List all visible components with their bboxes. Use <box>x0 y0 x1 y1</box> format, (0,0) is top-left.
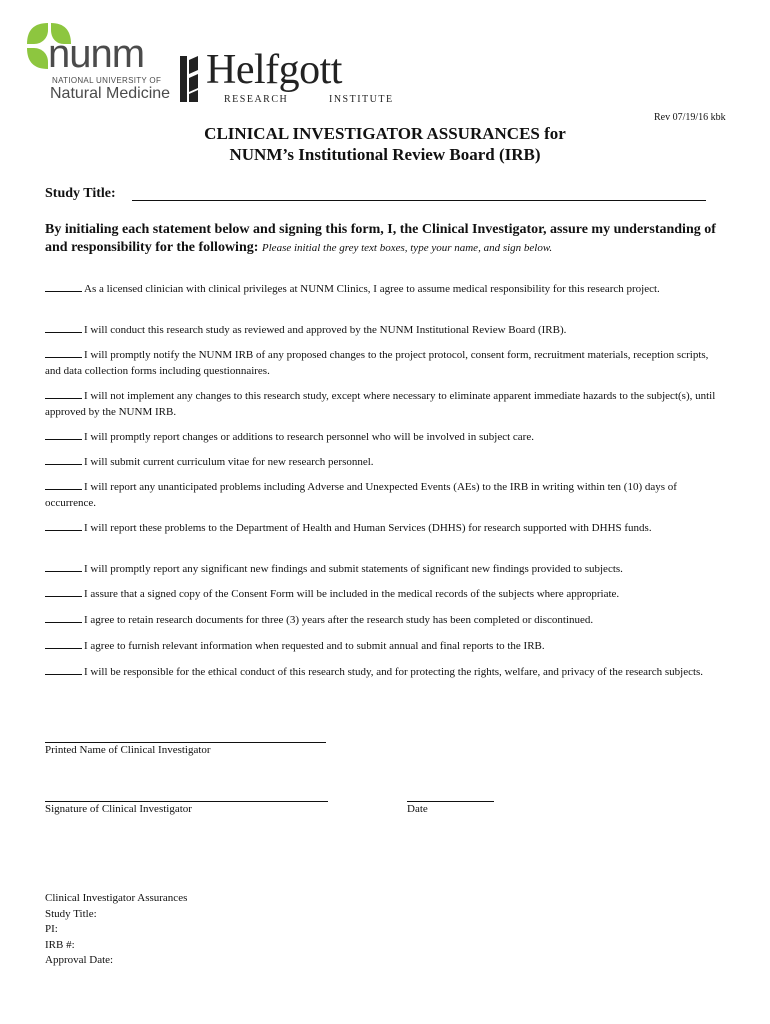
initial-field[interactable] <box>45 586 82 597</box>
revision-note: Rev 07/19/16 kbk <box>654 112 726 123</box>
initial-field[interactable] <box>45 322 82 333</box>
study-title-field[interactable] <box>132 200 706 201</box>
signature-field[interactable] <box>45 801 328 802</box>
initial-field[interactable] <box>45 520 82 531</box>
form-title-line1: CLINICAL INVESTIGATOR ASSURANCES for <box>204 124 566 143</box>
statement-item: I agree to furnish relevant information when requested and to submit annual and final reports to the IRB. <box>45 638 725 655</box>
statement-item: I will submit current curriculum vitae for new research personnel. <box>45 454 725 471</box>
initial-field[interactable] <box>45 479 82 490</box>
nunm-tagline-line1: NATIONAL UNIVERSITY OF <box>52 76 162 85</box>
nunm-tagline-line2: Natural Medicine <box>50 85 171 102</box>
statement-item: I will not implement any changes to this research study, except where necessary to eliminate apparent immediate hazards to the subject(s), until approved by the NUNM IRB. <box>45 390 716 418</box>
printed-name-label: Printed Name of Clinical Investigator <box>45 744 211 756</box>
statement-item: I will be responsible for the ethical conduct of this research study, and for protecting the rights, welfare, and privacy of the research subjects. <box>45 664 725 681</box>
intro-paragraph <box>45 221 725 257</box>
initial-field[interactable] <box>45 612 82 623</box>
footer-line: Study Title: <box>45 907 97 920</box>
initial-field[interactable] <box>45 281 82 292</box>
statement-item: I will promptly notify the NUNM IRB of any proposed changes to the project protocol, consent form, recruitment materials, reception scripts, and data collection forms including questionnaires. <box>45 349 709 377</box>
footer-line: Approval Date: <box>45 954 114 966</box>
initial-field[interactable] <box>45 664 82 675</box>
footer-line: IRB #: <box>45 938 75 951</box>
study-title-label: Study Title: <box>45 186 116 201</box>
statement-item: I will promptly report any significant new findings and submit statements of significant new findings provided to subjects. <box>45 561 725 578</box>
intro-note: Please initial the grey text boxes, type your name, and sign below. <box>261 242 553 254</box>
statement-item: I will conduct this research study as reviewed and approved by the NUNM Institutional Review Board (IRB). <box>45 322 725 339</box>
initial-field[interactable] <box>45 638 82 649</box>
initial-field[interactable] <box>45 429 82 440</box>
footer-line: PI: <box>45 923 58 935</box>
initial-field[interactable] <box>45 347 82 358</box>
helfgott-tagline-institute: INSTITUTE <box>329 94 394 105</box>
nunm-wordmark: nunm <box>48 32 145 76</box>
initial-field[interactable] <box>45 454 82 465</box>
footer-line: Clinical Investigator Assurances <box>45 892 188 904</box>
date-label: Date <box>407 803 428 815</box>
statement-item: I agree to retain research documents for three (3) years after the research study has been completed or discontinued. <box>45 612 725 629</box>
statement-item: As a licensed clinician with clinical privileges at NUNM Clinics, I agree to assume medical responsibility for this research project. <box>45 281 725 298</box>
initial-field[interactable] <box>45 561 82 572</box>
date-field[interactable] <box>407 801 494 802</box>
statement-item: I will report any unanticipated problems including Adverse and Unexpected Events (AEs) to the IRB in writing within ten (10) days of occurrence. <box>45 481 677 509</box>
intro-bold-text: By initialing each statement below and signing this form, I, the Clinical Investigator, assure my understanding of and responsibility for the following: <box>45 222 716 255</box>
form-title-line2: NUNM’s Institutional Review Board (IRB) <box>229 145 541 164</box>
footer-block <box>45 891 187 969</box>
helfgott-wordmark: Helfgott <box>206 47 342 93</box>
helfgott-mark-icon <box>178 54 200 104</box>
printed-name-field[interactable] <box>45 742 326 743</box>
signature-label: Signature of Clinical Investigator <box>45 803 192 815</box>
statement-item: I assure that a signed copy of the Consent Form will be included in the medical records of the subjects where appropriate. <box>45 586 725 603</box>
initial-field[interactable] <box>45 388 82 399</box>
statement-item: I will promptly report changes or additions to research personnel who will be involved in subject care. <box>45 429 725 446</box>
statement-item: I will report these problems to the Department of Health and Human Services (DHHS) for research supported with DHHS funds. <box>45 520 725 537</box>
helfgott-tagline-research: RESEARCH <box>224 94 289 105</box>
